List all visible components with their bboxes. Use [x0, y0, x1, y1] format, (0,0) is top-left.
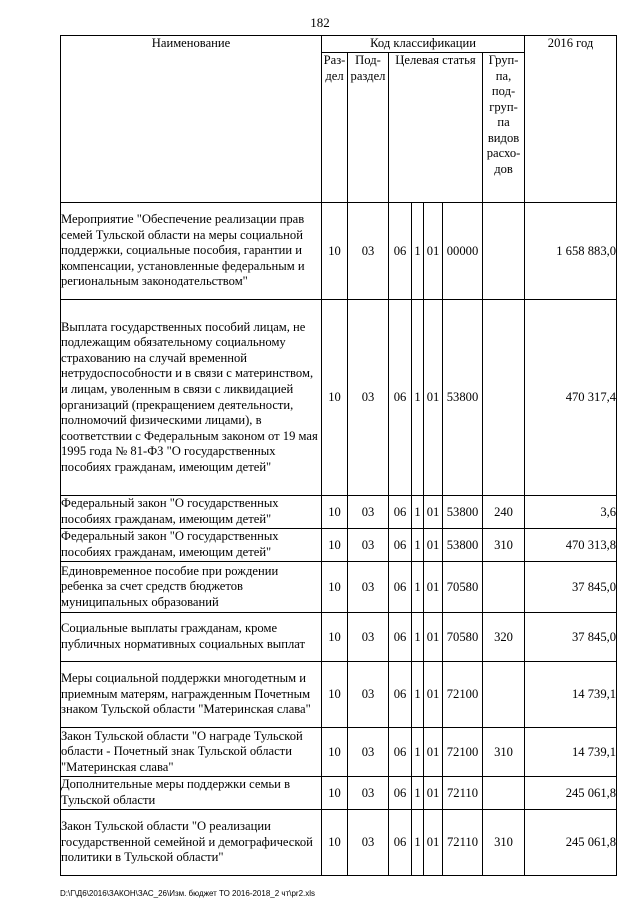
table-row: [61, 810, 617, 876]
target-article-part4: 72100: [443, 728, 483, 777]
expense-group-cell: [483, 562, 525, 613]
expense-group-cell: [483, 777, 525, 810]
expense-group-cell: [483, 300, 525, 496]
table-row: [61, 529, 617, 562]
target-article-part2: 1: [412, 203, 424, 300]
subsection-cell: 03: [348, 496, 389, 529]
subsection-cell: 03: [348, 613, 389, 662]
amount-cell: 245 061,8: [525, 777, 617, 810]
table-row: [61, 300, 617, 496]
amount-cell: 470 313,8: [525, 529, 617, 562]
section-cell: 10: [322, 777, 348, 810]
target-article-part4: 72100: [443, 662, 483, 728]
expense-group-cell: 310: [483, 728, 525, 777]
table-row: [61, 496, 617, 529]
target-article-part2: 1: [412, 810, 424, 876]
row-name: Федеральный закон "О государственных пособиях гражданам, имеющим детей": [61, 496, 322, 529]
table-row: [61, 613, 617, 662]
amount-cell: 37 845,0: [525, 613, 617, 662]
budget-table: [60, 35, 617, 876]
row-name: Меры социальной поддержки многодетным и приемным матерям, награжденным Почетным знаком Тульской области "Материнская слава": [61, 662, 322, 728]
target-article-part4: 53800: [443, 529, 483, 562]
row-name: Закон Тульской области "О реализации государственной семейной и демографической политики в Тульской области": [61, 810, 322, 876]
target-article-part1: 06: [389, 203, 412, 300]
target-article-part1: 06: [389, 810, 412, 876]
amount-cell: 1 658 883,0: [525, 203, 617, 300]
section-cell: 10: [322, 203, 348, 300]
target-article-part3: 01: [424, 203, 443, 300]
section-cell: 10: [322, 810, 348, 876]
target-article-part2: 1: [412, 300, 424, 496]
target-article-part4: 72110: [443, 777, 483, 810]
row-name: Единовременное пособие при рождении ребенка за счет средств бюджетов муниципальных образований: [61, 562, 322, 613]
target-article-part2: 1: [412, 728, 424, 777]
header-target-article: Целевая статья: [389, 53, 483, 203]
target-article-part1: 06: [389, 728, 412, 777]
row-name: Федеральный закон "О государственных пособиях гражданам, имеющим детей": [61, 529, 322, 562]
expense-group-cell: [483, 203, 525, 300]
subsection-cell: 03: [348, 728, 389, 777]
section-cell: 10: [322, 529, 348, 562]
target-article-part3: 01: [424, 529, 443, 562]
section-cell: 10: [322, 613, 348, 662]
target-article-part3: 01: [424, 496, 443, 529]
file-path-footer: D:\Г\Д6\2016\ЗАКОН\ЗАС_26\Изм. бюджет ТО 2016-2018_2 чт\pr2.xls: [60, 889, 316, 898]
amount-cell: 470 317,4: [525, 300, 617, 496]
target-article-part2: 1: [412, 496, 424, 529]
target-article-part3: 01: [424, 613, 443, 662]
target-article-part2: 1: [412, 529, 424, 562]
subsection-cell: 03: [348, 662, 389, 728]
amount-cell: 14 739,1: [525, 662, 617, 728]
expense-group-cell: 310: [483, 810, 525, 876]
target-article-part3: 01: [424, 777, 443, 810]
table-row: [61, 728, 617, 777]
target-article-part3: 01: [424, 562, 443, 613]
row-name: Дополнительные меры поддержки семьи в Тульской области: [61, 777, 322, 810]
target-article-part2: 1: [412, 777, 424, 810]
subsection-cell: 03: [348, 300, 389, 496]
amount-cell: 14 739,1: [525, 728, 617, 777]
target-article-part1: 06: [389, 496, 412, 529]
header-section: Раз- дел: [322, 53, 348, 203]
header-year: 2016 год: [525, 36, 617, 203]
row-name: Выплата государственных пособий лицам, не подлежащим обязательному социальному страхованию на случай временной нетрудоспособности и в связи с материнством, и лицам, уволенным в связи с ликвидацией организаций (прекращением деятельности, полномочий физическими лицами), в соответствии с Федеральным законом от 19 мая 1995 года № 81-ФЗ "О государственных пособиях гражданам, имеющим детей": [61, 300, 322, 496]
target-article-part3: 01: [424, 662, 443, 728]
header-name: Наименование: [61, 36, 322, 203]
header-subsection: Под- раздел: [348, 53, 389, 203]
amount-cell: 245 061,8: [525, 810, 617, 876]
target-article-part2: 1: [412, 562, 424, 613]
target-article-part3: 01: [424, 810, 443, 876]
target-article-part2: 1: [412, 662, 424, 728]
row-name: Закон Тульской области "О награде Тульской области - Почетный знак Тульской области "Материнская слава": [61, 728, 322, 777]
header-expense-group: Груп- па, под- груп- па видов расхо- дов: [483, 53, 525, 203]
expense-group-cell: 320: [483, 613, 525, 662]
target-article-part1: 06: [389, 777, 412, 810]
subsection-cell: 03: [348, 777, 389, 810]
target-article-part1: 06: [389, 300, 412, 496]
target-article-part4: 72110: [443, 810, 483, 876]
subsection-cell: 03: [348, 562, 389, 613]
section-cell: 10: [322, 496, 348, 529]
row-name: Мероприятие "Обеспечение реализации прав семей Тульской области на меры социальной поддержки, социальные пособия, гарантии и компенсации, установленные федеральным и региональным законодательством": [61, 203, 322, 300]
table-row: [61, 203, 617, 300]
table-row: [61, 662, 617, 728]
target-article-part3: 01: [424, 728, 443, 777]
section-cell: 10: [322, 300, 348, 496]
amount-cell: 37 845,0: [525, 562, 617, 613]
page-number: 182: [310, 15, 330, 30]
row-name: Социальные выплаты гражданам, кроме публичных нормативных социальных выплат: [61, 613, 322, 662]
header-classification: Код классификации: [322, 36, 525, 53]
target-article-part1: 06: [389, 662, 412, 728]
amount-cell: 3,6: [525, 496, 617, 529]
target-article-part4: 53800: [443, 300, 483, 496]
expense-group-cell: 310: [483, 529, 525, 562]
expense-group-cell: 240: [483, 496, 525, 529]
expense-group-cell: [483, 662, 525, 728]
target-article-part4: 53800: [443, 496, 483, 529]
table-row: [61, 777, 617, 810]
target-article-part2: 1: [412, 613, 424, 662]
target-article-part4: 70580: [443, 562, 483, 613]
target-article-part3: 01: [424, 300, 443, 496]
section-cell: 10: [322, 562, 348, 613]
subsection-cell: 03: [348, 810, 389, 876]
target-article-part4: 70580: [443, 613, 483, 662]
target-article-part1: 06: [389, 529, 412, 562]
target-article-part1: 06: [389, 562, 412, 613]
target-article-part4: 00000: [443, 203, 483, 300]
section-cell: 10: [322, 662, 348, 728]
subsection-cell: 03: [348, 529, 389, 562]
section-cell: 10: [322, 728, 348, 777]
table-row: [61, 562, 617, 613]
subsection-cell: 03: [348, 203, 389, 300]
target-article-part1: 06: [389, 613, 412, 662]
